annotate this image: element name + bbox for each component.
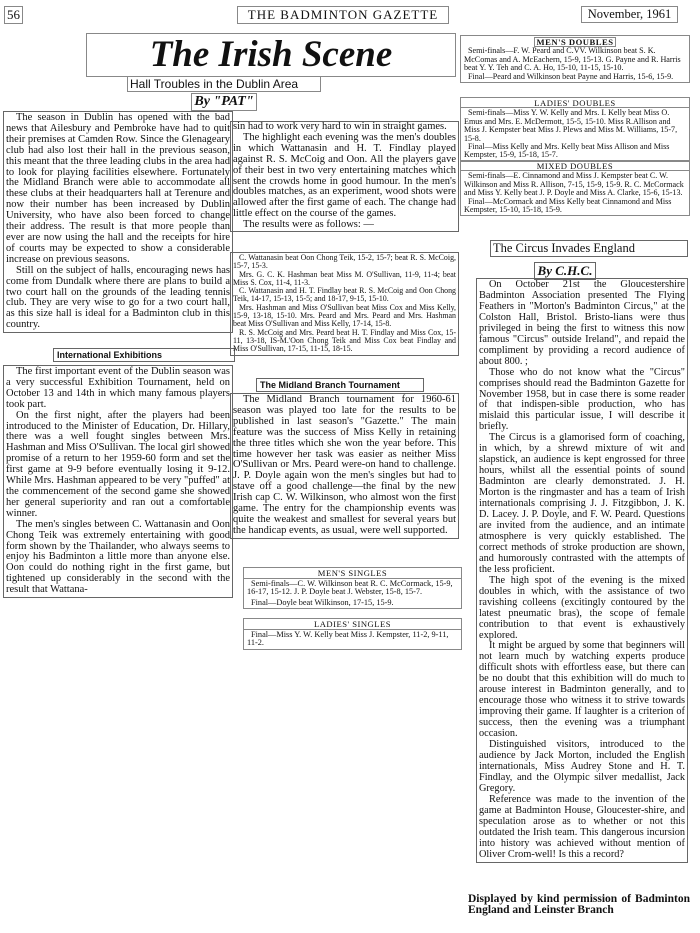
paragraph: The season in Dublin has opened with the bad news that Ailesbury and Pembroke have had to quit their premises at Camden Row. Since the Glenageary club had also lost their hall in the previous season, this meant that the three leading clubs in the area had to look for playing facilities elsewhere. Fortunately the Midland Branch were able to accommodate all these clubs at their headquarters hall at Terenure and now their number has been increased by Dublin University, who have also been forced to change their address. The result is that more people than ever are now using the hall and the receipts for hire of courts may be expected to show a considerable increase on previous seasons.	[6, 112, 230, 265]
mens-singles-results	[243, 567, 462, 609]
result-line: Semi-finals—F. W. Peard and C.VV. Wilkinson beat S. K. McComas and A. McEachern, 15-9, 15-13. G. Payne and R. Harris beat Y. Y. Teh and C. A. Ho, 15-10, 11-15, 15-10.	[464, 46, 681, 73]
article-2-body	[476, 278, 688, 863]
publication-name: THE BADMINTON GAZETTE	[237, 6, 449, 24]
results-title: LADIES' DOUBLES	[461, 99, 689, 108]
paragraph: Still on the subject of halls, encouraging news has come from Dundalk where there are plans to build a two court hall on the grounds of the leading tennis club. They are very wise to go for a two court hall, as this size hall is ideal for a Badminton club in this country.	[6, 264, 230, 331]
column-2-top	[230, 121, 459, 232]
results-title: MIXED DOUBLES	[461, 162, 689, 171]
result-line: Semi-finals—E. Cinnamond and Miss J. Kempster beat C. W. Wilkinson and Miss R. Allison, 7-15, 15-9, 15-9. R. C. McCormack and Miss Y. Kelly beat J. P. Doyle and Miss A. Clarke, 15-6, 15-13.	[464, 171, 684, 198]
paragraph: On October 21st the Gloucestershire Badminton Association presented The Flying Feathers in "Morton's Badminton Circus," at the Colston Hall, Bristol. Bristo-lians were thus privileged in being the first to witness this now famous "Circus" outside Ireland", and repaid the compliment by providing a record audience of about 800. ;	[479, 279, 685, 367]
section-heading-midland: The Midland Branch Tournament	[256, 378, 424, 392]
article-subtitle: Hall Troubles in the Dublin Area	[127, 76, 321, 92]
result-line: Final—McCormack and Miss Kelly beat Cinnamond and Miss Kempster, 15-10, 15-18, 15-9.	[464, 196, 672, 215]
result-line: Semi-finals—Miss Y. W. Kelly and Mrs. I. Kelly beat Miss O. Emus and Mrs. E. McDermott, 15-5, 15-10. Miss R.Allison and Miss J. Kempster beat Miss J. Plews and Miss M. Williams, 15-7, 15-8.	[464, 108, 678, 143]
paragraph: sin had to work very hard to win in straight games.	[233, 121, 447, 132]
paragraph: The Circus is a glamorised form of coaching, in which, by a shrewd mixture of wit and slapstick, an audience is kept engrossed for three hours, whilst all the essential points of sound Badminton are clearly demonstrated. J. H. Morton is the ringmaster and has a team of Irish internationals comprising J. J. Fitzgibbon, J. K. D. Lacey. J. P. Doyle, and F. W. Peard. Questions are invited from the audience, and an intimate atmosphere is very quickly established. The correct methods of stroke production are shown, and humorously contrasted with the attempts of the less proficient.	[479, 432, 685, 575]
paragraph: Reference was made to the invention of the game at Badminton House, Gloucester-shire, and speculation arose as to whether or not this outdated the Irish team. This dangerous incursion into history was achieved without mention of Oliver Crom-well! Is this a record?	[479, 793, 685, 860]
mens-doubles-results	[460, 35, 690, 83]
result-line: Final—Miss Kelly and Mrs. Kelly beat Miss Allison and Miss Kempster, 15-9, 15-18, 15-7.	[464, 142, 670, 160]
results-title: MEN'S SINGLES	[244, 569, 461, 579]
paragraph: The men's singles between C. Wattanasin and Oon Chong Teik was extremely entertaining with good form shown by the Thailander, who always seems to enjoy his Badminton a little more than anyone else. Oon could do nothing right in the first game, but tightened up considerably in the second with the result that Wattana-	[6, 518, 230, 596]
paragraph: The high spot of the evening is the mixed doubles in which, with the assistance of two ravishing colleens (excitingly contoured by the latest pneumatic bras), the scope of female contribution to that event is exhaustively explored.	[479, 574, 685, 641]
credit-note: Displayed by kind permission of Badminton England and Leinster Branch	[468, 893, 690, 916]
paragraph: The first important event of the Dublin season was a very successful Exhibition Tournament, held on October 13 and 14th in which many famous players took part.	[6, 366, 230, 410]
result-line: Semi-finals—C. W. Wilkinson beat R. C. McCormack, 15-9, 16-17, 15-12. J. P. Doyle beat J. Webster, 15-8, 15-7.	[247, 578, 453, 597]
result-line: Mrs. G. C. K. Hashman beat Miss M. O'Sullivan, 11-9, 11-4; beat Miss S. Cox, 11-4, 11-3.	[233, 269, 456, 287]
column-1-bottom	[3, 365, 233, 598]
result-line: C. Wattanasin beat Oon Chong Teik, 15-2, 15-7; beat R. S. McCoig, 15-7, 15-3.	[233, 253, 456, 271]
article-byline: By "PAT"	[191, 93, 257, 111]
paragraph: On the first night, after the players had been introduced to the Minister of Education, Dr. Hillary, there was a well fought singles between Mrs. Hashman and Miss O'Sullivan. The local girl showed promise of a return to her 1959-60 form and set the first game at 9-9 before eventually losing it 9-12. While Mrs. Hashman appeared to be very "puffed" at the commencement of the second game she showed her general superiority and ran out a comfortable winner.	[6, 409, 230, 519]
midland-text	[230, 393, 459, 539]
article-2-title: The Circus Invades England	[490, 240, 688, 257]
article-2-byline: By C.H.C.	[534, 262, 596, 280]
paragraph: The highlight each evening was the men's doubles in which Wattanasin and H. T. Findlay played against R. S. McCoig and Oon. All the players gave of their best in two very entertaining matches which sent the crowds home in good humour. In the men's doubles matches, as an experiment, wood shots were allowed after the first game of each. The change had little effect on the course of the games.	[233, 131, 456, 220]
result-line: Final—Peard and Wilkinson beat Payne and Harris, 15-6, 15-9.	[468, 71, 674, 81]
result-line: Final—Doyle beat Wilkinson, 17-15, 15-9.	[251, 597, 394, 607]
result-line: R. S. McCoig and Mrs. Peard beat H. T. Findlay and Miss Cox, 15-11, 13-18, IS-M.'Oon Chong Teik and Miss Cox beat Findlay and Miss O'Sullivan, 17-15, 11-15, 18-15.	[233, 327, 456, 354]
paragraph: Those who do not know what the "Circus" comprises should read the Badminton Gazette for November 1958, but in case there is some reader of that indispen-sible production, who has mislaid this particular issue, I will describe it briefly.	[479, 366, 685, 433]
exhibition-results	[230, 252, 459, 356]
page-number: 56	[4, 6, 23, 24]
result-line: Mrs. Hashman and Miss O'Sullivan beat Miss Cox and Miss Kelly, 15-9, 13-18, 15-10. Mrs. Peard and Mrs. Peard and Mrs. Hashman beat Miss O'Sullivan and Miss Kelly, 17-14, 15-8.	[233, 302, 456, 329]
mixed-doubles-results	[460, 160, 690, 216]
ladies-doubles-results	[460, 97, 690, 162]
results-title: LADIES' SINGLES	[244, 620, 461, 630]
results-title: MEN'S DOUBLES	[534, 37, 616, 47]
paragraph: The results were as follows: —	[243, 219, 374, 231]
paragraph: It might be argued by some that beginners will not learn much by watching experts produce difficult shots with effortless ease, but there can be no doubt that this exhibition will do much to arouse interest in Badminton generally, and to encourage those who witness it to strive towards improving their game. If laughter is a criterion of success, then the evening was a triumphant occasion.	[479, 640, 685, 740]
section-heading-international: International Exhibitions	[53, 348, 235, 362]
paragraph: Distinguished visitors, introduced to the audience by Jack Morton, included the English internationals, Miss Audrey Stone and H. T. Findlay, and the Olympic silver medallist, Jack Gregory.	[479, 739, 685, 794]
issue-date: November, 1961	[581, 6, 678, 23]
ladies-singles-results	[243, 618, 462, 650]
paragraph: The Midland Branch tournament for 1960-61 season was played too late for the results to be published in last season's "Gazette." The main feature was the success of Miss Kelly in retaining the three titles which she won the year before. This time however her task was easier as neither Miss O'Sullivan or Mrs. Peard were-on hand to challenge. J. P. Doyle again won the men's singles but had to stave off a good challenge—the final by the new Irish cap C. W. Wilkinson, who almost won the first game. The entry for the championship events was quite the weakest and smallest for several years but the handicap events, as usual, were well supported.	[233, 394, 456, 536]
result-line: C. Wattanasin and H. T. Findlay beat R. S. McCoig and Oon Chong Teik, 14-17, 15-13, 15-5; and 18-17, 9-15, 15-10.	[233, 286, 456, 304]
column-1-top	[3, 111, 233, 333]
result-line: Final—Miss Y. W. Kelly beat Miss J. Kempster, 11-2, 9-11, 11-2.	[247, 629, 449, 648]
article-title: The Irish Scene	[86, 33, 456, 77]
